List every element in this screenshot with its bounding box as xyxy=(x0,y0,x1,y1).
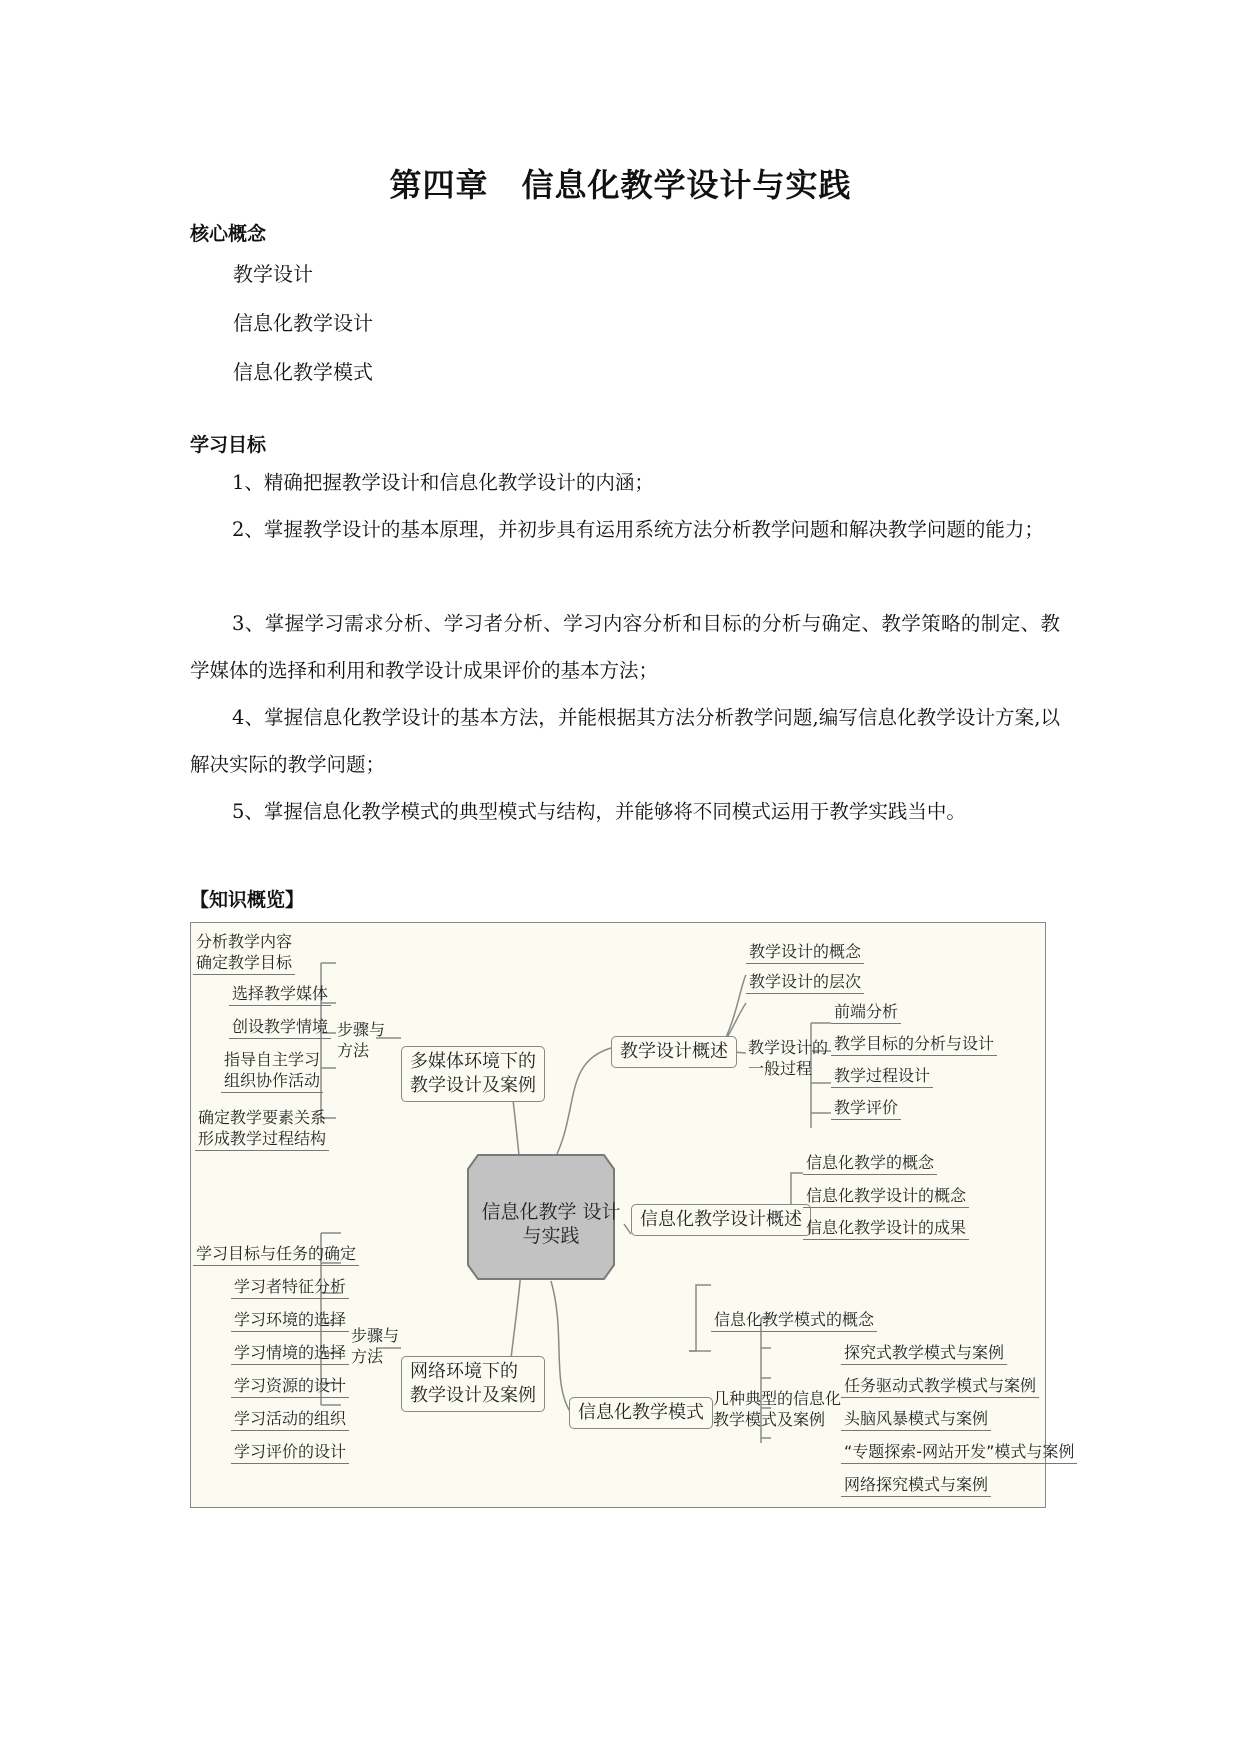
concept-item: 教学设计 xyxy=(233,262,313,286)
chapter-title: 第四章 信息化教学设计与实践 xyxy=(389,166,852,204)
multimedia-step-node: 分析教学内容 确定教学目标 xyxy=(193,931,295,975)
network-step-node: 学习目标与任务的确定 xyxy=(193,1243,359,1266)
network-step-node: 学习资源的设计 xyxy=(231,1375,349,1398)
multimedia-step-node: 选择教学媒体 xyxy=(229,983,331,1006)
branch-multimedia: 多媒体环境下的 教学设计及案例 xyxy=(401,1046,545,1102)
multimedia-step-node: 创设教学情境 xyxy=(229,1016,331,1039)
typical-mode-node: 任务驱动式教学模式与案例 xyxy=(841,1375,1039,1398)
process-item-node: 教学目标的分析与设计 xyxy=(831,1033,997,1056)
connector xyxy=(689,1285,711,1351)
branch-network: 网络环境下的 教学设计及案例 xyxy=(401,1356,545,1412)
connector xyxy=(551,1281,571,1413)
process-item-node: 前端分析 xyxy=(831,1001,901,1024)
typical-mode-node: 头脑风暴模式与案例 xyxy=(841,1408,991,1431)
process-item-node: 教学过程设计 xyxy=(831,1065,933,1088)
knowledge-mindmap xyxy=(190,922,1075,1508)
branch-info-overview: 信息化教学设计概述 xyxy=(631,1204,811,1236)
objective-item: 3、掌握学习需求分析、学习者分析、学习内容分析和目标的分析与确定、教学策略的制定、教学媒体的选择和利用和教学设计成果评价的基本方法； xyxy=(190,612,1060,682)
typical-mode-node: “专题探索-网站开发”模式与案例 xyxy=(841,1441,1077,1464)
network-step-node: 学习评价的设计 xyxy=(231,1441,349,1464)
overview-process-node: 教学设计的 一般过程 xyxy=(748,1038,829,1078)
typical-mode-node: 网络探究模式与案例 xyxy=(841,1474,991,1497)
process-item-node: 教学评价 xyxy=(831,1097,901,1120)
info-overview-item-node: 信息化教学设计的概念 xyxy=(803,1185,969,1208)
multimedia-steps-node: 步骤与 方法 xyxy=(337,1020,386,1060)
typical-mode-node: 探究式教学模式与案例 xyxy=(841,1342,1007,1365)
connector xyxy=(551,1048,611,1166)
overview-heading: 【知识概览】 xyxy=(190,889,305,911)
branch-modes: 信息化教学模式 xyxy=(569,1397,713,1429)
overview-concept-node: 教学设计的概念 xyxy=(746,941,864,964)
modes-typical-node: 几种典型的信息化 教学模式及案例 xyxy=(713,1389,842,1429)
network-step-node: 学习情境的选择 xyxy=(231,1342,349,1365)
connector xyxy=(624,1224,631,1234)
modes-concept-node: 信息化教学模式的概念 xyxy=(711,1309,877,1332)
info-overview-item-node: 信息化教学设计的成果 xyxy=(803,1217,969,1240)
concept-item: 信息化教学设计 xyxy=(233,311,373,335)
objectives-heading: 学习目标 xyxy=(190,434,267,456)
branch-overview: 教学设计概述 xyxy=(611,1036,737,1068)
multimedia-step-node: 指导自主学习 组织协作活动 xyxy=(221,1049,323,1093)
objective-item: 4、掌握信息化教学设计的基本方法，并能根据其方法分析教学问题,编写信息化教学设计方案,以解决实际的教学问题； xyxy=(190,706,1060,776)
objective-item: 5、掌握信息化教学模式的典型模式与结构，并能够将不同模式运用于教学实践当中。 xyxy=(232,800,966,823)
info-overview-item-node: 信息化教学的概念 xyxy=(803,1152,937,1175)
network-step-node: 学习活动的组织 xyxy=(231,1408,349,1431)
core-concepts-heading: 核心概念 xyxy=(190,223,267,245)
mindmap-center-node: 信息化教学 设计与实践 xyxy=(481,1201,621,1247)
multimedia-step-node: 确定教学要素关系 形成教学过程结构 xyxy=(195,1107,329,1151)
overview-levels-node: 教学设计的层次 xyxy=(746,971,864,994)
objective-item: 1、精确把握教学设计和信息化教学设计的内涵； xyxy=(232,471,654,494)
concept-item: 信息化教学模式 xyxy=(233,360,373,384)
network-step-node: 学习者特征分析 xyxy=(231,1276,349,1299)
objective-item: 2、掌握教学设计的基本原理，并初步具有运用系统方法分析教学问题和解决教学问题的能力； xyxy=(232,518,1044,541)
network-steps-node: 步骤与 方法 xyxy=(351,1326,400,1366)
network-step-node: 学习环境的选择 xyxy=(231,1309,349,1332)
